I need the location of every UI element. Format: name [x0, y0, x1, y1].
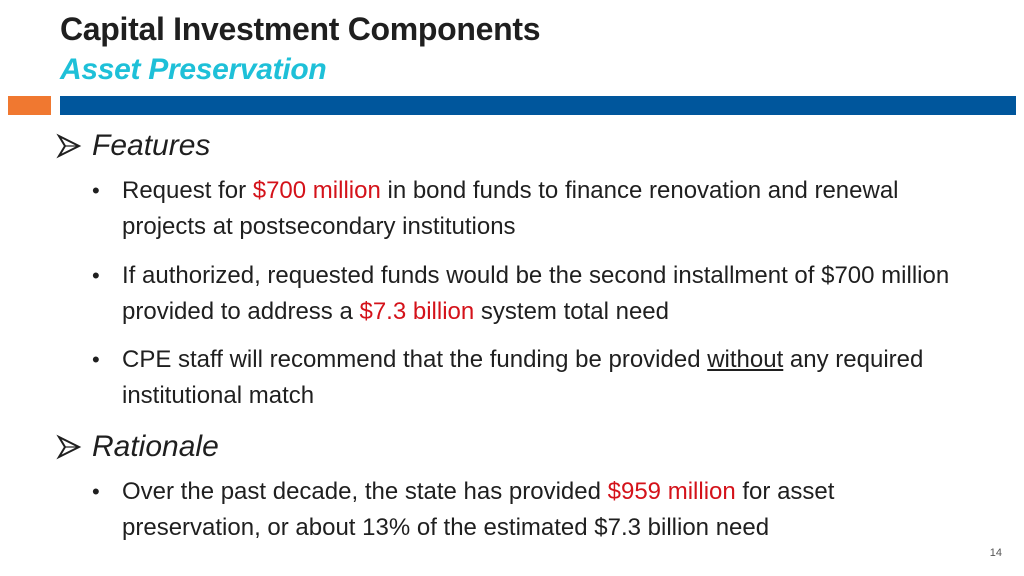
section-features [56, 128, 210, 164]
arrow-bullet-icon [56, 434, 82, 460]
bullet-text: CPE staff will recommend that the funding be provided without any required institutional match [122, 346, 924, 409]
bullet-text: If authorized, requested funds would be the second installment of $700 million provided to address a $7.3 billion system total need [122, 262, 950, 325]
arrow-bullet-icon [56, 133, 82, 159]
bullet-dot: • [92, 263, 100, 288]
bullet-dot: • [92, 178, 100, 203]
list-item [92, 474, 972, 546]
accent-bar-blue [60, 96, 1016, 115]
section-rationale [56, 429, 219, 465]
highlight-amount: $700 million [252, 177, 381, 204]
list-item [92, 258, 972, 330]
section-heading-rationale: Rationale [92, 430, 219, 463]
bullet-dot: • [92, 347, 100, 372]
section-heading-features: Features [92, 129, 211, 162]
page-number: 14 [989, 547, 1002, 559]
highlight-amount: $959 million [607, 478, 736, 505]
list-item [92, 342, 972, 414]
list-item [92, 173, 972, 245]
underlined-word: without [707, 346, 784, 373]
bullet-text: Over the past decade, the state has provided $959 million for asset preservation, or about 13% of the estimated $7.3 billion need [122, 478, 835, 541]
slide-subtitle: Asset Preservation [60, 53, 327, 86]
bullet-text: Request for $700 million in bond funds to finance renovation and renewal projects at postsecondary institutions [122, 177, 899, 240]
bullet-dot: • [92, 479, 100, 504]
slide-title: Capital Investment Components [60, 11, 541, 47]
highlight-amount: $7.3 billion [359, 298, 475, 325]
accent-bar-orange [8, 96, 51, 115]
